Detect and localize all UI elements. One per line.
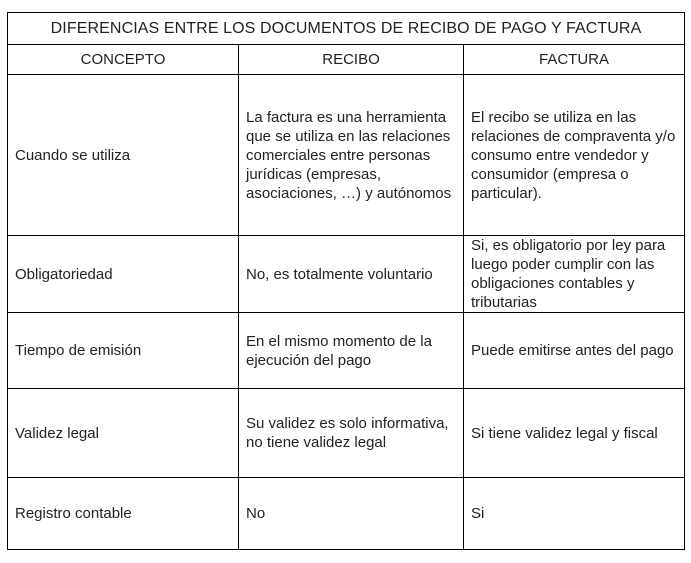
factura-cell: Si tiene validez legal y fiscal <box>464 389 685 478</box>
header-concepto: CONCEPTO <box>8 45 239 75</box>
recibo-cell: No <box>239 478 464 550</box>
table-header-row <box>8 45 685 75</box>
concept-cell: Registro contable <box>8 478 239 550</box>
concept-cell: Cuando se utiliza <box>8 75 239 236</box>
recibo-cell: En el mismo momento de la ejecución del pago <box>239 313 464 389</box>
recibo-cell: Su validez es solo informativa, no tiene validez legal <box>239 389 464 478</box>
comparison-table <box>7 12 685 550</box>
table-row <box>8 236 685 313</box>
table-title: DIFERENCIAS ENTRE LOS DOCUMENTOS DE RECIBO DE PAGO Y FACTURA <box>8 13 685 45</box>
factura-cell: El recibo se utiliza en las relaciones de compraventa y/o consumo entre vendedor y consumidor (empresa o particular). <box>464 75 685 236</box>
header-factura: FACTURA <box>464 45 685 75</box>
table-row <box>8 313 685 389</box>
header-recibo: RECIBO <box>239 45 464 75</box>
concept-cell: Validez legal <box>8 389 239 478</box>
factura-cell: Si <box>464 478 685 550</box>
concept-cell: Tiempo de emisión <box>8 313 239 389</box>
table-title-row <box>8 13 685 45</box>
table-row <box>8 389 685 478</box>
table-row <box>8 478 685 550</box>
recibo-cell: La factura es una herramienta que se utiliza en las relaciones comerciales entre personas jurídicas (empresas, asociaciones, …) y autónomos <box>239 75 464 236</box>
recibo-cell: No, es totalmente voluntario <box>239 236 464 313</box>
factura-cell: Si, es obligatorio por ley para luego poder cumplir con las obligaciones contables y tributarias <box>464 236 685 313</box>
concept-cell: Obligatoriedad <box>8 236 239 313</box>
factura-cell: Puede emitirse antes del pago <box>464 313 685 389</box>
table-row <box>8 75 685 236</box>
